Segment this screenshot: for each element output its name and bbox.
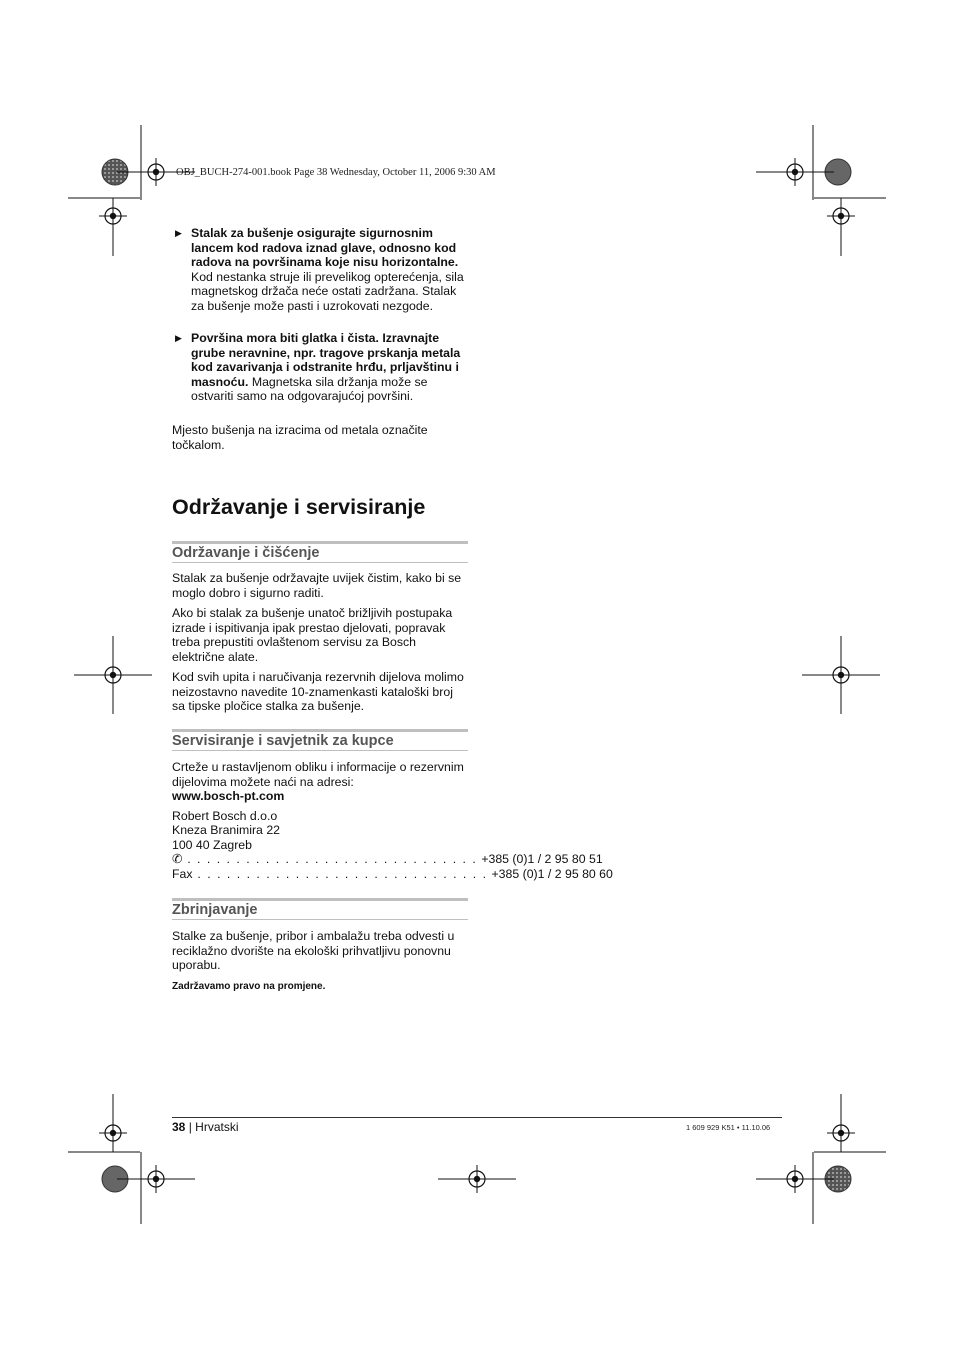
bullet-item	[172, 331, 468, 404]
footer-separator: |	[185, 1120, 196, 1134]
website-link[interactable]: www.bosch-pt.com	[172, 789, 285, 803]
document-code: 1 609 929 K51 • 11.10.06	[686, 1123, 771, 1132]
intro-paragraph: Mjesto bušenja na izracima od metala označite točkalom.	[172, 423, 428, 452]
service-body	[172, 760, 613, 881]
maintenance-body	[172, 571, 468, 714]
fax-row	[172, 866, 613, 882]
maintenance-heading-text: Održavanje i čišćenje	[172, 545, 320, 561]
paragraph: Ako bi stalak za bušenje unatoč brižljivih postupaka izrade i ispitivanja ipak prestao djelovati, popravak treba prepustiti ovlaštenom servisu za Bosch električne alate.	[172, 606, 453, 664]
triangle-bullet-icon: ▶	[175, 333, 182, 343]
dot-leader: . . . . . . . . . . . . . . . . . . . . . . . . . . . . . .	[182, 852, 478, 866]
page-number: 38	[172, 1120, 186, 1134]
disposal-paragraph: Stalke za bušenje, pribor i ambalažu treba odvesti u reciklažno dvorište na ekološki prihvatljivu ponovnu uporabu.	[172, 929, 455, 972]
bullet-bold-text: Površina mora biti glatka i čista. Izravnajte grube neravnine, npr. tragove prskanja metala kod zavarivanja i odstranite hrđu, prljavštinu i masnoću.	[191, 331, 461, 389]
page-footer	[172, 1120, 239, 1134]
phone-row	[172, 852, 603, 867]
service-paragraph: Crteže u rastavljenom obliku i informacije o rezervnim dijelovima možete naći na adresi:	[172, 760, 464, 789]
paragraph: Kod svih upita i naručivanja rezervnih dijelova molimo neizostavno navedite 10-znamenkasti kataloški broj sa tipske pločice stalka za bušenje.	[172, 670, 464, 713]
address-line: Kneza Branimira 22	[172, 823, 280, 837]
address-line: Robert Bosch d.o.o	[172, 808, 278, 823]
file-info-header: OBJ_BUCH-274-001.book Page 38 Wednesday, October 11, 2006 9:30 AM	[176, 167, 496, 178]
fax-number: +385 (0)1 / 2 95 80 60	[491, 866, 613, 881]
footer-rule	[172, 1117, 782, 1118]
phone-number: +385 (0)1 / 2 95 80 51	[481, 852, 603, 866]
bullet-item	[172, 226, 468, 313]
disposal-heading	[172, 898, 468, 920]
address-line: 100 40 Zagreb	[172, 837, 252, 852]
bullet-text: Kod nestanka struje ili prevelikog opterećenja, sila magnetskog držača neće ostati zadržana. Stalak za bušenje može pasti i uzrokovati nezgode.	[191, 269, 464, 313]
fax-label: Fax	[172, 866, 193, 881]
maintenance-heading	[172, 541, 468, 563]
footer-language: Hrvatski	[195, 1120, 239, 1134]
phone-icon: ✆	[172, 852, 183, 866]
service-heading	[172, 729, 468, 751]
triangle-bullet-icon: ▶	[175, 228, 182, 238]
disposal-heading-text: Zbrinjavanje	[172, 902, 258, 918]
paragraph: Stalak za bušenje održavajte uvijek čistim, kako bi se moglo dobro i sigurno raditi.	[172, 571, 462, 600]
service-heading-text: Servisiranje i savjetnik za kupce	[172, 733, 394, 749]
dot-leader: . . . . . . . . . . . . . . . . . . . . . . . . . . . . . .	[192, 866, 488, 881]
bullet-text: Magnetska sila držanja može se ostvariti samo na odgovarajućoj površini.	[191, 374, 428, 403]
change-notice: Zadržavamo pravo na promjene.	[172, 981, 326, 992]
bullet-bold-text: Stalak za bušenje osigurajte sigurnosnim lancem kod radova iznad glave, odnosno kod radova na površinama koje nisu horizontalne.	[191, 226, 459, 269]
section-title: Održavanje i servisiranje	[172, 495, 426, 519]
